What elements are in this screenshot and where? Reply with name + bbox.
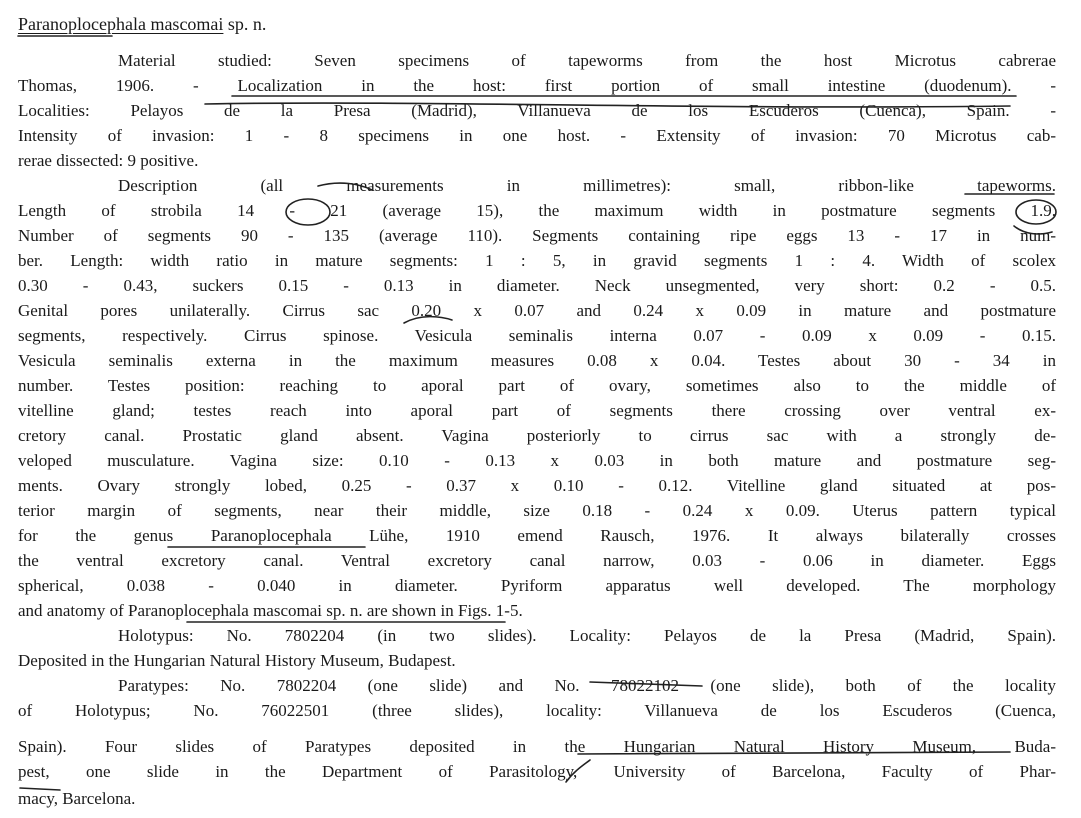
text-line-5: rerae dissected: 9 positive. bbox=[18, 151, 199, 170]
species-name: Paranoplocephala mascomai bbox=[18, 14, 224, 34]
species-suffix: sp. n. bbox=[223, 14, 267, 34]
text-line-29: pest, one slide in the Department of Parasitology, University of Barcelona, Faculty of Phar- bbox=[18, 762, 1056, 781]
text-line-28: Spain). Four slides of Paratypes deposited in the Hungarian Natural History Museum, Buda- bbox=[18, 737, 1056, 756]
text-line-6: Description (all measurements in millimetres): small, ribbon-like tapeworms. bbox=[118, 176, 1056, 195]
text-line-2: Thomas, 1906. - Localization in the host: first portion of small intestine (duodenum). - bbox=[18, 76, 1056, 95]
text-line-21: the ventral excretory canal. Ventral excretory canal narrow, 0.03 - 0.06 in diameter. Eggs bbox=[18, 551, 1056, 570]
text-line-11: Genital pores unilaterally. Cirrus sac 0.20 x 0.07 and 0.24 x 0.09 in mature and postmature bbox=[18, 301, 1056, 320]
text-line-19: terior margin of segments, near their middle, size 0.18 - 0.24 x 0.09. Uterus pattern typical bbox=[18, 501, 1056, 520]
text-line-10: 0.30 - 0.43, suckers 0.15 - 0.13 in diameter. Neck unsegmented, very short: 0.2 - 0.5. bbox=[18, 276, 1056, 295]
text-line-4: Intensity of invasion: 1 - 8 specimens in one host. - Extensity of invasion: 70 Microtus cab- bbox=[18, 126, 1056, 145]
text-line-30: macy, Barcelona. bbox=[18, 789, 136, 808]
text-line-9: ber. Length: width ratio in mature segments: 1 : 5, in gravid segments 1 : 4. Width of scolex bbox=[18, 251, 1056, 270]
text-line-3: Localities: Pelayos de la Presa (Madrid), Villanueva de los Escuderos (Cuenca), Spain. - bbox=[18, 101, 1056, 120]
text-line-12: segments, respectively. Cirrus spinose. Vesicula seminalis interna 0.07 - 0.09 x 0.09 - 0.15. bbox=[18, 326, 1056, 345]
text-line-18: ments. Ovary strongly lobed, 0.25 - 0.37 x 0.10 - 0.12. Vitelline gland situated at pos- bbox=[18, 476, 1056, 495]
text-line-23: and anatomy of Paranoplocephala mascomai sp. n. are shown in Figs. 1-5. bbox=[18, 601, 523, 620]
text-line-26: Paratypes: No. 7802204 (one slide) and No. 78022102 (one slide), both of the locality bbox=[118, 676, 1056, 695]
text-line-1: Material studied: Seven specimens of tapeworms from the host Microtus cabrerae bbox=[118, 51, 1056, 70]
text-line-13: Vesicula seminalis externa in the maximum measures 0.08 x 0.04. Testes about 30 - 34 in bbox=[18, 351, 1056, 370]
text-line-22: spherical, 0.038 - 0.040 in diameter. Pyriform apparatus well developed. The morphology bbox=[18, 576, 1056, 595]
text-line-24: Holotypus: No. 7802204 (in two slides). Locality: Pelayos de la Presa (Madrid, Spain). bbox=[118, 626, 1056, 645]
text-line-15: vitelline gland; testes reach into aporal part of segments there crossing over ventral ex- bbox=[18, 401, 1056, 420]
species-title bbox=[18, 12, 1056, 37]
text-line-20: for the genus Paranoplocephala Lühe, 1910 emend Rausch, 1976. It always bilaterally crosses bbox=[18, 526, 1056, 545]
text-line-7: Length of strobila 14 - 21 (average 15), the maximum width in postmature segments 1.9. bbox=[18, 201, 1056, 220]
text-line-16: cretory canal. Prostatic gland absent. Vagina posteriorly to cirrus sac with a strongly de- bbox=[18, 426, 1056, 445]
text-line-8: Number of segments 90 - 135 (average 110). Segments containing ripe eggs 13 - 17 in num- bbox=[18, 226, 1056, 245]
text-line-25: Deposited in the Hungarian Natural History Museum, Budapest. bbox=[18, 651, 456, 670]
text-line-14: number. Testes position: reaching to aporal part of ovary, sometimes also to the middle of bbox=[18, 376, 1056, 395]
text-line-27: of Holotypus; No. 76022501 (three slides), locality: Villanueva de los Escuderos (Cuenca, bbox=[18, 701, 1056, 720]
text-line-17: veloped musculature. Vagina size: 0.10 - 0.13 x 0.03 in both mature and postmature seg- bbox=[18, 451, 1056, 470]
